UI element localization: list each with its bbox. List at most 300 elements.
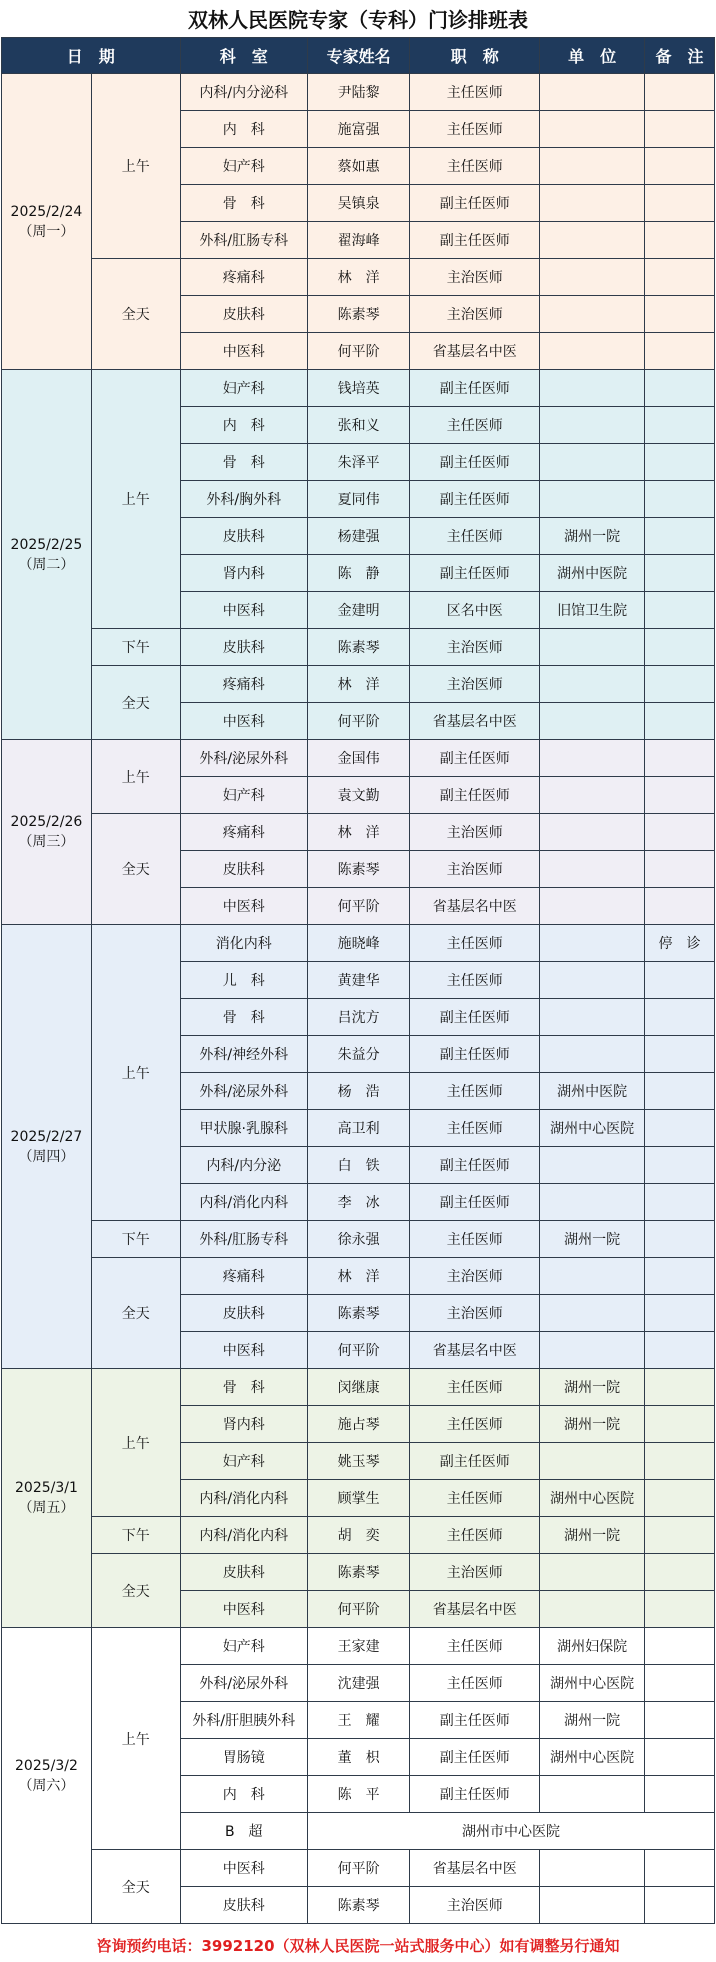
dept-cell: 妇产科 (180, 1443, 307, 1480)
page-title: 双林人民医院专家（专科）门诊排班表 (188, 8, 528, 32)
unit-cell (540, 111, 645, 148)
unit-cell: 湖州中心医院 (540, 1110, 645, 1147)
unit-cell (540, 777, 645, 814)
doctor-title-cell: 主任医师 (410, 1073, 540, 1110)
unit-cell (540, 1776, 645, 1813)
note-cell (645, 1554, 715, 1591)
doctor-title-cell: 副主任医师 (410, 555, 540, 592)
dept-cell: 外科/神经外科 (180, 1036, 307, 1073)
doctor-title-cell: 主治医师 (410, 1887, 540, 1924)
merged-unit-cell: 湖州市中心医院 (307, 1813, 714, 1850)
note-cell (645, 1184, 715, 1221)
dept-cell: 中医科 (180, 1591, 307, 1628)
note-cell (645, 1295, 715, 1332)
dept-cell: 中医科 (180, 888, 307, 925)
doctor-title-cell: 副主任医师 (410, 444, 540, 481)
doctor-name-cell: 姚玉琴 (307, 1443, 409, 1480)
dept-cell: 肾内科 (180, 555, 307, 592)
dept-cell: 肾内科 (180, 1406, 307, 1443)
doctor-name-cell: 陈素琴 (307, 1887, 409, 1924)
note-cell (645, 592, 715, 629)
doctor-title-cell: 副主任医师 (410, 1702, 540, 1739)
dept-cell: 外科/泌尿外科 (180, 740, 307, 777)
doctor-name-cell: 何平阶 (307, 1332, 409, 1369)
note-cell (645, 1850, 715, 1887)
session-cell: 上午 (91, 1369, 180, 1517)
unit-cell: 旧馆卫生院 (540, 592, 645, 629)
unit-cell (540, 703, 645, 740)
note-cell (645, 370, 715, 407)
note-cell (645, 1665, 715, 1702)
date-text: 2025/3/2 (15, 1757, 78, 1774)
doctor-name-cell: 李 冰 (307, 1184, 409, 1221)
unit-cell: 湖州一院 (540, 518, 645, 555)
weekday-text: （周六） (18, 1777, 75, 1794)
date-cell (2, 1628, 92, 1924)
dept-cell: 中医科 (180, 703, 307, 740)
doctor-name-cell: 朱益分 (307, 1036, 409, 1073)
unit-cell (540, 370, 645, 407)
dept-cell: 疼痛科 (180, 666, 307, 703)
doctor-name-cell: 金建明 (307, 592, 409, 629)
unit-cell (540, 185, 645, 222)
dept-cell: 疼痛科 (180, 1258, 307, 1295)
unit-cell: 湖州中医院 (540, 555, 645, 592)
note-cell (645, 518, 715, 555)
dept-cell: 消化内科 (180, 925, 307, 962)
doctor-title-cell: 主任医师 (410, 925, 540, 962)
table-row (2, 259, 715, 296)
doctor-name-cell: 朱泽平 (307, 444, 409, 481)
unit-cell (540, 851, 645, 888)
dept-cell: 皮肤科 (180, 296, 307, 333)
unit-cell: 湖州中医院 (540, 1073, 645, 1110)
doctor-name-cell: 夏同伟 (307, 481, 409, 518)
dept-cell: 内 科 (180, 407, 307, 444)
header-unit: 单 位 (540, 38, 645, 74)
note-cell (645, 999, 715, 1036)
doctor-name-cell: 黄建华 (307, 962, 409, 999)
doctor-name-cell: 吕沈方 (307, 999, 409, 1036)
table-row (2, 74, 715, 111)
unit-cell (540, 1295, 645, 1332)
doctor-title-cell: 副主任医师 (410, 1036, 540, 1073)
doctor-title-cell: 主治医师 (410, 814, 540, 851)
note-cell (645, 74, 715, 111)
note-cell (645, 1332, 715, 1369)
table-row (2, 1221, 715, 1258)
session-cell: 上午 (91, 370, 180, 629)
unit-cell: 湖州一院 (540, 1517, 645, 1554)
doctor-name-cell: 吴镇泉 (307, 185, 409, 222)
note-cell (645, 481, 715, 518)
unit-cell (540, 814, 645, 851)
doctor-name-cell: 何平阶 (307, 1850, 409, 1887)
note-cell: 停 诊 (645, 925, 715, 962)
note-cell (645, 222, 715, 259)
note-cell (645, 814, 715, 851)
dept-cell: 中医科 (180, 1850, 307, 1887)
note-cell (645, 740, 715, 777)
header-name: 专家姓名 (307, 38, 409, 74)
session-cell: 上午 (91, 740, 180, 814)
note-cell (645, 1702, 715, 1739)
note-cell (645, 1036, 715, 1073)
doctor-title-cell: 副主任医师 (410, 185, 540, 222)
weekday-text: （周三） (18, 834, 75, 850)
doctor-title-cell: 副主任医师 (410, 370, 540, 407)
dept-cell: 中医科 (180, 592, 307, 629)
note-cell (645, 1406, 715, 1443)
doctor-title-cell: 主任医师 (410, 111, 540, 148)
doctor-title-cell: 副主任医师 (410, 777, 540, 814)
doctor-title-cell: 主任医师 (410, 962, 540, 999)
date-cell (2, 740, 92, 925)
table-row (2, 1258, 715, 1295)
unit-cell (540, 333, 645, 370)
note-cell (645, 1628, 715, 1665)
unit-cell: 湖州妇保院 (540, 1628, 645, 1665)
doctor-title-cell: 区名中医 (410, 592, 540, 629)
session-cell: 全天 (91, 1554, 180, 1628)
weekday-text: （周四） (18, 1148, 75, 1165)
doctor-name-cell: 白 铁 (307, 1147, 409, 1184)
doctor-name-cell: 陈 平 (307, 1776, 409, 1813)
doctor-title-cell: 主治医师 (410, 1554, 540, 1591)
dept-cell: 内科/内分泌科 (180, 74, 307, 111)
doctor-name-cell: 何平阶 (307, 703, 409, 740)
doctor-title-cell: 副主任医师 (410, 481, 540, 518)
dept-cell: 甲状腺·乳腺科 (180, 1110, 307, 1147)
doctor-name-cell: 张和义 (307, 407, 409, 444)
doctor-name-cell: 钱培英 (307, 370, 409, 407)
unit-cell (540, 407, 645, 444)
note-cell (645, 1369, 715, 1406)
note-cell (645, 1073, 715, 1110)
doctor-title-cell: 副主任医师 (410, 222, 540, 259)
header-date: 日 期 (2, 38, 181, 74)
doctor-name-cell: 沈建强 (307, 1665, 409, 1702)
dept-cell: 骨 科 (180, 1369, 307, 1406)
date-cell (2, 370, 92, 740)
doctor-title-cell: 主治医师 (410, 259, 540, 296)
dept-cell: 内 科 (180, 1776, 307, 1813)
date-text: 2025/2/25 (10, 536, 83, 553)
doctor-title-cell: 主任医师 (410, 1517, 540, 1554)
date-text: 2025/2/24 (10, 203, 83, 220)
session-cell: 下午 (91, 629, 180, 666)
weekday-text: （周二） (18, 556, 75, 573)
note-cell (645, 1887, 715, 1924)
unit-cell (540, 925, 645, 962)
note-cell (645, 629, 715, 666)
unit-cell: 湖州一院 (540, 1702, 645, 1739)
doctor-title-cell: 主治医师 (410, 1295, 540, 1332)
doctor-name-cell: 林 洋 (307, 1258, 409, 1295)
doctor-title-cell: 主治医师 (410, 296, 540, 333)
table-row (2, 629, 715, 666)
session-cell: 上午 (91, 1628, 180, 1850)
unit-cell (540, 1591, 645, 1628)
unit-cell: 湖州一院 (540, 1221, 645, 1258)
doctor-name-cell: 施晓峰 (307, 925, 409, 962)
doctor-title-cell: 主任医师 (410, 74, 540, 111)
doctor-title-cell: 主治医师 (410, 666, 540, 703)
dept-cell: 皮肤科 (180, 1554, 307, 1591)
note-cell (645, 148, 715, 185)
doctor-name-cell: 何平阶 (307, 333, 409, 370)
dept-cell: 中医科 (180, 333, 307, 370)
table-row (2, 666, 715, 703)
weekday-text: （周一） (18, 223, 75, 240)
session-cell: 全天 (91, 814, 180, 925)
doctor-title-cell: 主任医师 (410, 1480, 540, 1517)
doctor-name-cell: 何平阶 (307, 888, 409, 925)
dept-cell: 内科/消化内科 (180, 1184, 307, 1221)
unit-cell (540, 666, 645, 703)
doctor-title-cell: 主任医师 (410, 148, 540, 185)
dept-cell: 妇产科 (180, 370, 307, 407)
note-cell (645, 407, 715, 444)
note-cell (645, 1480, 715, 1517)
doctor-name-cell: 杨建强 (307, 518, 409, 555)
unit-cell (540, 1147, 645, 1184)
dept-cell: 妇产科 (180, 148, 307, 185)
doctor-title-cell: 主任医师 (410, 1628, 540, 1665)
unit-cell: 湖州一院 (540, 1369, 645, 1406)
doctor-title-cell: 省基层名中医 (410, 703, 540, 740)
doctor-title-cell: 副主任医师 (410, 1147, 540, 1184)
dept-cell: 骨 科 (180, 185, 307, 222)
doctor-name-cell: 陈素琴 (307, 1295, 409, 1332)
doctor-title-cell: 主任医师 (410, 1369, 540, 1406)
unit-cell (540, 1887, 645, 1924)
note-cell (645, 555, 715, 592)
unit-cell (540, 1332, 645, 1369)
doctor-name-cell: 王 耀 (307, 1702, 409, 1739)
table-row (2, 814, 715, 851)
dept-cell: 外科/肝胆胰外科 (180, 1702, 307, 1739)
table-row (2, 370, 715, 407)
doctor-title-cell: 副主任医师 (410, 1776, 540, 1813)
doctor-name-cell: 陈素琴 (307, 629, 409, 666)
doctor-name-cell: 尹陆黎 (307, 74, 409, 111)
note-cell (645, 1110, 715, 1147)
dept-cell: 内科/内分泌 (180, 1147, 307, 1184)
unit-cell (540, 481, 645, 518)
date-text: 2025/2/26 (10, 814, 83, 830)
date-text: 2025/3/1 (15, 1480, 78, 1496)
dept-cell: 骨 科 (180, 444, 307, 481)
note-cell (645, 888, 715, 925)
date-text: 2025/2/27 (10, 1128, 83, 1145)
note-cell (645, 1147, 715, 1184)
dept-cell: 皮肤科 (180, 518, 307, 555)
unit-cell (540, 1184, 645, 1221)
doctor-name-cell: 陈 静 (307, 555, 409, 592)
dept-cell: 外科/肛肠专科 (180, 222, 307, 259)
doctor-name-cell: 林 洋 (307, 666, 409, 703)
dept-cell: 儿 科 (180, 962, 307, 999)
dept-cell: 内 科 (180, 111, 307, 148)
dept-cell: B 超 (180, 1813, 307, 1850)
unit-cell (540, 74, 645, 111)
session-cell: 全天 (91, 666, 180, 740)
doctor-title-cell: 主治医师 (410, 629, 540, 666)
doctor-name-cell: 陈素琴 (307, 296, 409, 333)
doctor-name-cell: 蔡如惠 (307, 148, 409, 185)
unit-cell (540, 296, 645, 333)
doctor-name-cell: 施富强 (307, 111, 409, 148)
weekday-text: （周五） (18, 1500, 75, 1516)
note-cell (645, 296, 715, 333)
doctor-name-cell: 袁文勤 (307, 777, 409, 814)
unit-cell (540, 999, 645, 1036)
unit-cell (540, 629, 645, 666)
dept-cell: 皮肤科 (180, 851, 307, 888)
doctor-name-cell: 何平阶 (307, 1591, 409, 1628)
dept-cell: 骨 科 (180, 999, 307, 1036)
doctor-title-cell: 副主任医师 (410, 1184, 540, 1221)
unit-cell (540, 1036, 645, 1073)
table-row (2, 1517, 715, 1554)
session-cell: 下午 (91, 1221, 180, 1258)
dept-cell: 皮肤科 (180, 1295, 307, 1332)
table-row (2, 925, 715, 962)
doctor-title-cell: 主任医师 (410, 1406, 540, 1443)
date-cell (2, 925, 92, 1369)
session-cell: 上午 (91, 925, 180, 1221)
unit-cell (540, 888, 645, 925)
note-cell (645, 962, 715, 999)
schedule-table (1, 37, 715, 1924)
header-note: 备 注 (645, 38, 715, 74)
doctor-title-cell: 主任医师 (410, 1110, 540, 1147)
dept-cell: 中医科 (180, 1332, 307, 1369)
doctor-title-cell: 省基层名中医 (410, 1332, 540, 1369)
table-row (2, 740, 715, 777)
dept-cell: 皮肤科 (180, 629, 307, 666)
date-cell (2, 74, 92, 370)
doctor-title-cell: 省基层名中医 (410, 1591, 540, 1628)
doctor-name-cell: 陈素琴 (307, 1554, 409, 1591)
dept-cell: 妇产科 (180, 777, 307, 814)
doctor-name-cell: 施占琴 (307, 1406, 409, 1443)
table-row (2, 1369, 715, 1406)
doctor-name-cell: 杨 浩 (307, 1073, 409, 1110)
unit-cell (540, 1554, 645, 1591)
doctor-title-cell: 省基层名中医 (410, 1850, 540, 1887)
doctor-name-cell: 林 洋 (307, 814, 409, 851)
unit-cell: 湖州一院 (540, 1406, 645, 1443)
note-cell (645, 1776, 715, 1813)
doctor-name-cell: 徐永强 (307, 1221, 409, 1258)
schedule-body (2, 74, 715, 1924)
dept-cell: 外科/泌尿外科 (180, 1665, 307, 1702)
doctor-title-cell: 主治医师 (410, 1258, 540, 1295)
unit-cell (540, 259, 645, 296)
note-cell (645, 444, 715, 481)
session-cell: 全天 (91, 259, 180, 370)
dept-cell: 胃肠镜 (180, 1739, 307, 1776)
note-cell (645, 1517, 715, 1554)
note-cell (645, 1221, 715, 1258)
doctor-name-cell: 陈素琴 (307, 851, 409, 888)
session-cell: 下午 (91, 1517, 180, 1554)
session-cell: 上午 (91, 74, 180, 259)
note-cell (645, 1591, 715, 1628)
header-row (2, 38, 715, 74)
doctor-title-cell: 副主任医师 (410, 1443, 540, 1480)
note-cell (645, 851, 715, 888)
note-cell (645, 1258, 715, 1295)
unit-cell: 湖州中心医院 (540, 1480, 645, 1517)
doctor-name-cell: 翟海峰 (307, 222, 409, 259)
header-title: 职 称 (410, 38, 540, 74)
doctor-title-cell: 主治医师 (410, 851, 540, 888)
unit-cell (540, 148, 645, 185)
dept-cell: 皮肤科 (180, 1887, 307, 1924)
dept-cell: 妇产科 (180, 1628, 307, 1665)
unit-cell (540, 740, 645, 777)
doctor-title-cell: 省基层名中医 (410, 888, 540, 925)
note-cell (645, 1739, 715, 1776)
doctor-title-cell: 省基层名中医 (410, 333, 540, 370)
table-row (2, 1850, 715, 1887)
doctor-title-cell: 副主任医师 (410, 740, 540, 777)
date-cell (2, 1369, 92, 1628)
dept-cell: 外科/泌尿外科 (180, 1073, 307, 1110)
unit-cell: 湖州中心医院 (540, 1665, 645, 1702)
doctor-name-cell: 王家建 (307, 1628, 409, 1665)
doctor-name-cell: 顾掌生 (307, 1480, 409, 1517)
session-cell: 全天 (91, 1258, 180, 1369)
doctor-name-cell: 高卫利 (307, 1110, 409, 1147)
note-cell (645, 259, 715, 296)
header-dept: 科 室 (180, 38, 307, 74)
doctor-title-cell: 主任医师 (410, 1665, 540, 1702)
dept-cell: 疼痛科 (180, 259, 307, 296)
session-cell: 全天 (91, 1850, 180, 1924)
doctor-name-cell: 胡 奕 (307, 1517, 409, 1554)
dept-cell: 外科/肛肠专科 (180, 1221, 307, 1258)
dept-cell: 内科/消化内科 (180, 1517, 307, 1554)
doctor-title-cell: 副主任医师 (410, 1739, 540, 1776)
unit-cell (540, 444, 645, 481)
unit-cell: 湖州中心医院 (540, 1739, 645, 1776)
note-cell (645, 111, 715, 148)
table-row (2, 1554, 715, 1591)
doctor-name-cell: 林 洋 (307, 259, 409, 296)
doctor-name-cell: 董 枳 (307, 1739, 409, 1776)
doctor-title-cell: 主任医师 (410, 1221, 540, 1258)
note-cell (645, 777, 715, 814)
table-row (2, 1628, 715, 1665)
unit-cell (540, 1443, 645, 1480)
dept-cell: 疼痛科 (180, 814, 307, 851)
note-cell (645, 1443, 715, 1480)
doctor-title-cell: 副主任医师 (410, 999, 540, 1036)
unit-cell (540, 1258, 645, 1295)
note-cell (645, 333, 715, 370)
note-cell (645, 185, 715, 222)
note-cell (645, 666, 715, 703)
doctor-title-cell: 主任医师 (410, 407, 540, 444)
footer-notice: 咨询预约电话：3992120（双林人民医院一站式服务中心）如有调整另行通知 (96, 1936, 620, 1955)
doctor-name-cell: 闵继康 (307, 1369, 409, 1406)
unit-cell (540, 962, 645, 999)
note-cell (645, 703, 715, 740)
